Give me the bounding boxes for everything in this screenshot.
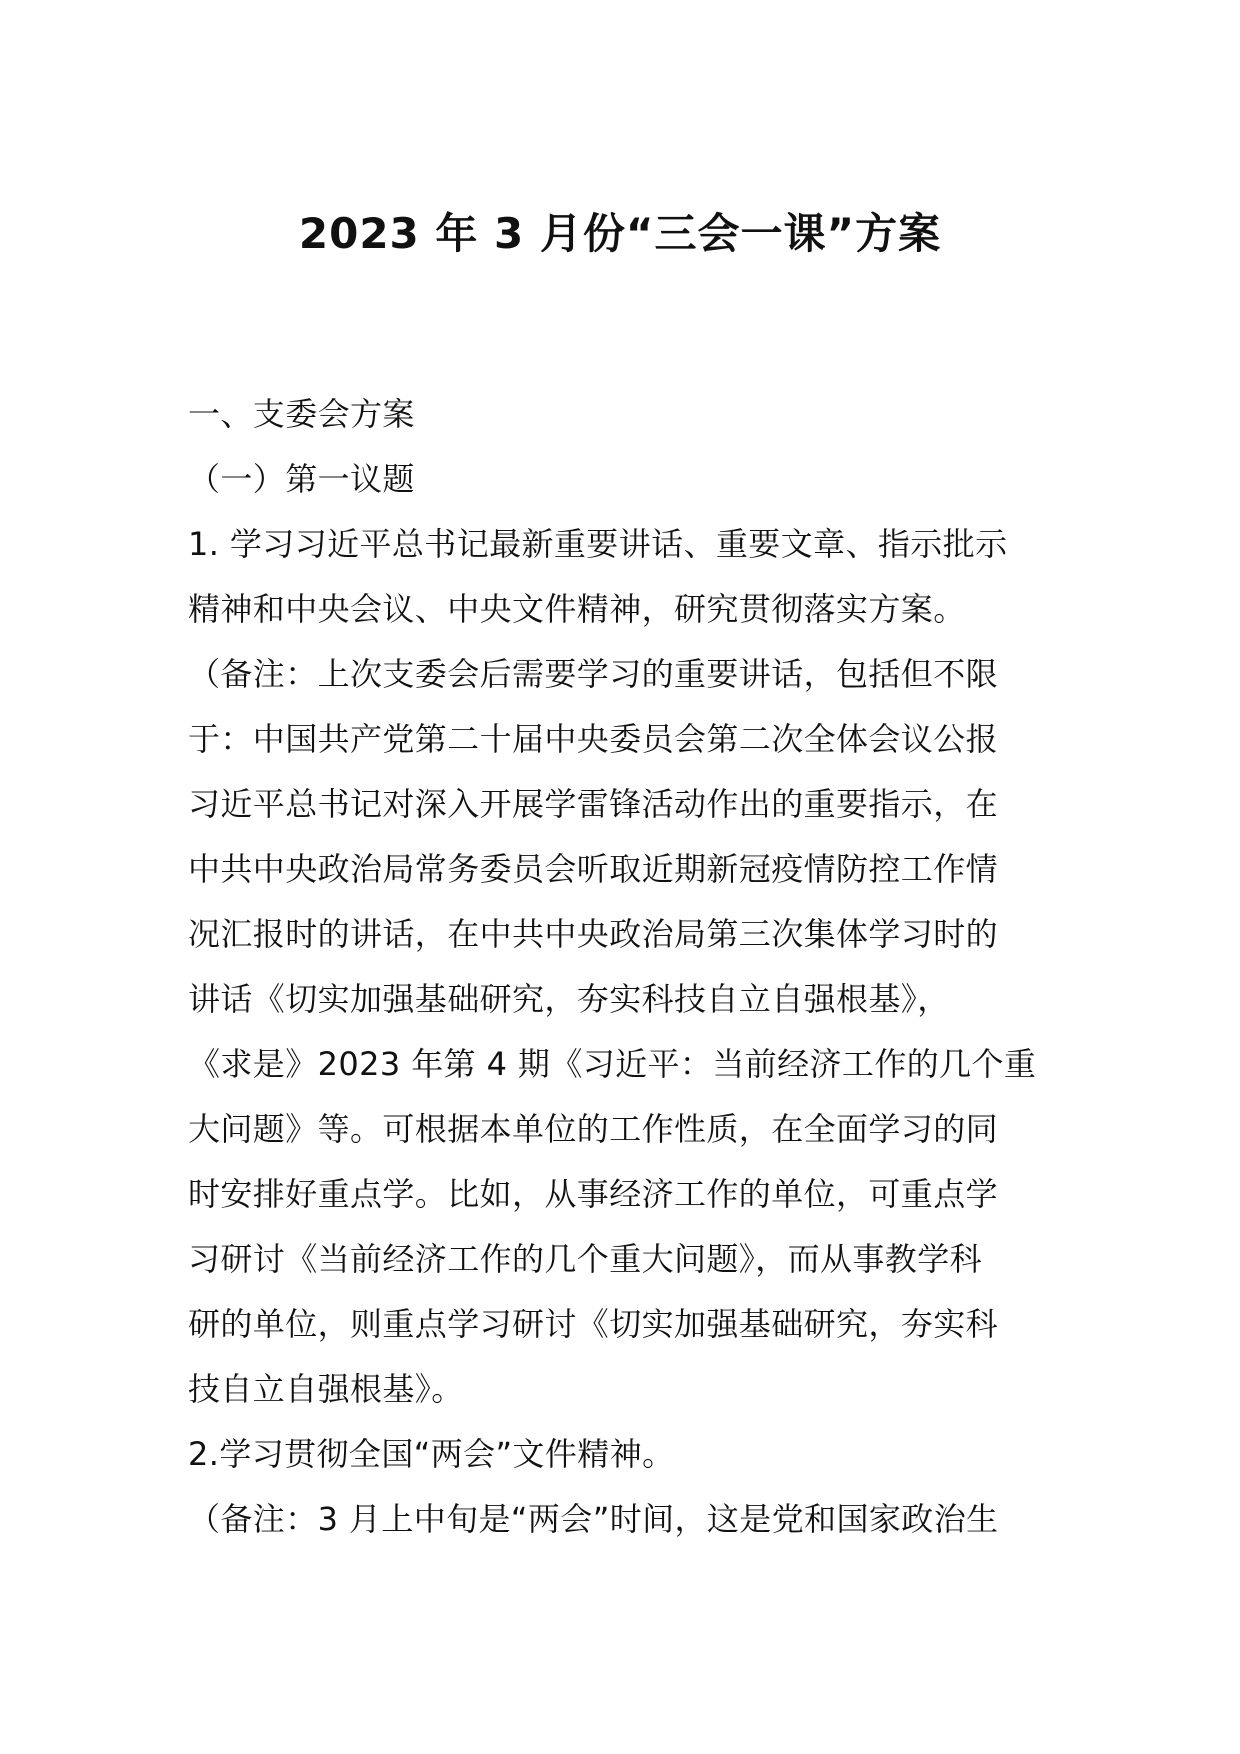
note-line: 况汇报时的讲话，在中共中央政治局第三次集体学习时的 (188, 915, 999, 953)
section-heading-branch-committee: 一、支委会方案 (188, 395, 415, 433)
paragraph-line: 1. 学习习近平总书记最新重要讲话、重要文章、指示批示 (188, 525, 1008, 563)
note-line: 《求是》2023 年第 4 期《习近平：当前经济工作的几个重 (188, 1045, 1037, 1083)
note-line: 时安排好重点学。比如，从事经济工作的单位，可重点学 (188, 1175, 999, 1213)
note-line: 讲话《切实加强基础研究，夯实科技自立自强根基》， (188, 980, 950, 1018)
note-line: 习研讨《当前经济工作的几个重大问题》，而从事教学科 (188, 1240, 983, 1278)
note-line: 技自立自强根基》。 (188, 1370, 464, 1408)
document-title: 2023 年 3 月份“三会一课”方案 (298, 209, 942, 258)
note-line: 习近平总书记对深入开展学雷锋活动作出的重要指示，在 (188, 785, 999, 823)
note-line: 中共中央政治局常务委员会听取近期新冠疫情防控工作情 (188, 850, 999, 888)
note-line: 于：中国共产党第二十届中央委员会第二次全体会议公报 (188, 720, 999, 758)
note-line: 研的单位，则重点学习研讨《切实加强基础研究，夯实科 (188, 1305, 999, 1343)
paragraph-line: 2.学习贯彻全国“两会”文件精神。 (188, 1435, 675, 1473)
note-line: （备注：上次支委会后需要学习的重要讲话，包括但不限 (188, 655, 999, 693)
note-line: （备注：3 月上中旬是“两会”时间，这是党和国家政治生 (188, 1500, 999, 1538)
paragraph-line: 精神和中央会议、中央文件精神，研究贯彻落实方案。 (188, 590, 966, 628)
note-line: 大问题》等。可根据本单位的工作性质，在全面学习的同 (188, 1110, 999, 1148)
document-body (188, 382, 1060, 1552)
subsection-heading-first-topic: （一）第一议题 (188, 460, 415, 498)
